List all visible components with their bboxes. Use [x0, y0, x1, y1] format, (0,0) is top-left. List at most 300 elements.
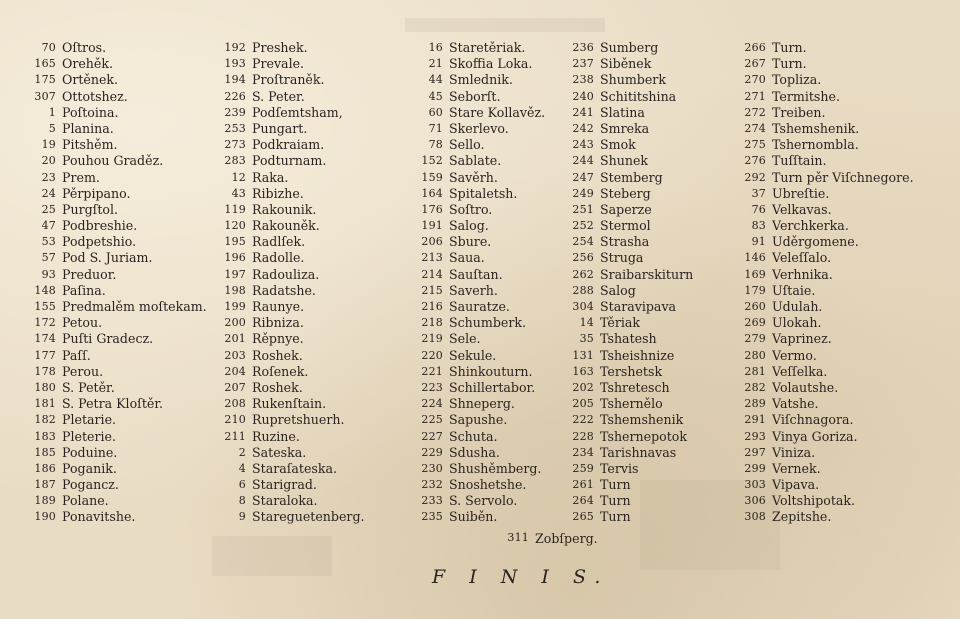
entry-name: Schillertabor. [449, 379, 536, 395]
entry-name: Turn. [772, 56, 807, 72]
entry-number: 208 [224, 397, 246, 411]
entry-number: 213 [421, 251, 443, 265]
entry-name: Tshemshenik [600, 412, 684, 428]
entry-number: 9 [238, 510, 246, 524]
entry-number: 237 [572, 57, 594, 71]
entry-name: Topliza. [772, 72, 822, 88]
entry-name: Sdusha. [449, 444, 500, 460]
entry-name: Viſchnagora. [772, 412, 854, 428]
entry-number: 8 [238, 494, 246, 508]
entry-number: 5 [48, 121, 56, 135]
entry-number: 216 [421, 300, 443, 313]
entry-number: 236 [572, 41, 594, 54]
entry-name: Paſina. [62, 282, 106, 298]
entry-name: Poſtoina. [62, 104, 119, 120]
entry-name: Tarishnavas [600, 444, 677, 460]
entry-number: 70 [41, 41, 56, 54]
entry-name: Sele. [449, 331, 481, 347]
entry-name: Petou. [62, 315, 103, 331]
entry-name: Preduor. [62, 266, 117, 282]
entry-number: 180 [34, 380, 56, 394]
entry-number: 262 [572, 267, 594, 281]
entry-name: Raka. [252, 169, 289, 185]
entry-number: 303 [744, 478, 766, 492]
entry-number: 192 [224, 41, 246, 54]
entry-name: S. Petěr. [62, 379, 115, 395]
entry-number: 238 [572, 73, 594, 87]
entry-name: Saperze [600, 201, 652, 217]
entry-name: Podturnam. [252, 153, 327, 169]
entry-number: 202 [572, 380, 594, 394]
entry-name: Shushěmberg. [449, 460, 542, 476]
entry-number: 172 [34, 316, 56, 330]
entry-number: 273 [224, 138, 246, 152]
entry-name: Voltshipotak. [772, 493, 856, 509]
entry-name: Zobſperg. [535, 531, 598, 546]
entry-name: Radouliza. [252, 266, 320, 282]
entry-name: Tuſſtain. [772, 153, 827, 169]
entry-number: 244 [572, 154, 594, 168]
entry-number: 230 [421, 461, 443, 475]
entry-name: Těriak [600, 315, 641, 331]
entry-name: Uſtaie. [772, 282, 816, 298]
entry-name: Sapushe. [449, 412, 508, 428]
entry-number: 218 [421, 316, 443, 330]
entry-number: 280 [744, 348, 766, 362]
entry-number: 215 [421, 283, 443, 297]
entry-number: 307 [34, 89, 56, 103]
entry-number: 6 [238, 478, 246, 492]
entry-name: S. Petra Kloſtěr. [62, 396, 163, 412]
entry-number: 179 [744, 283, 766, 297]
entry-number: 223 [421, 380, 443, 394]
entry-name: Tsheishnize [600, 347, 675, 363]
entry-name: Staraloka. [252, 493, 318, 509]
entry-name: Veleſſalo. [772, 250, 832, 266]
entry-number: 274 [744, 121, 766, 135]
entry-name: Roſenek. [252, 363, 309, 379]
entry-number: 229 [421, 445, 443, 459]
entry-name: Staravipava [600, 299, 677, 314]
entry-name: Suiběn. [449, 509, 498, 525]
entry-name: Rukenſtain. [252, 396, 327, 412]
entry-number: 53 [41, 235, 56, 249]
entry-number: 207 [224, 380, 246, 394]
entry-number: 169 [744, 267, 766, 281]
entry-name: Sello. [449, 137, 485, 153]
entry-number: 222 [572, 413, 594, 427]
entry-name: Verhnika. [772, 266, 833, 282]
entry-number: 165 [34, 57, 56, 71]
entry-name: Shneperg. [449, 396, 515, 412]
entry-number: 190 [34, 510, 56, 524]
entry-number: 187 [34, 478, 56, 492]
entry-number: 239 [224, 105, 246, 119]
entry-name: Vatshe. [772, 396, 819, 412]
entry-number: 60 [428, 105, 443, 119]
entry-name: Slatina [600, 104, 645, 120]
entry-number: 201 [224, 332, 246, 346]
entry-number: 196 [224, 251, 246, 265]
entry-name: Polane. [62, 493, 109, 509]
entry-number: 289 [744, 397, 766, 411]
entry-name: Turn [600, 477, 631, 493]
entry-name: Poduine. [62, 444, 118, 460]
entry-number: 293 [744, 429, 766, 443]
entry-name: Ribizhe. [252, 185, 304, 201]
entry-number: 243 [572, 138, 594, 152]
entry-name: Pogancz. [62, 477, 119, 493]
entry-number: 148 [34, 283, 56, 297]
entry-number: 43 [231, 186, 246, 200]
entry-number: 206 [421, 235, 443, 249]
entry-name: Schuta. [449, 428, 498, 444]
entry-number: 25 [41, 202, 56, 216]
entry-name: Vinya Goriza. [772, 428, 858, 444]
entry-number: 164 [421, 186, 443, 200]
entry-number: 185 [34, 445, 56, 459]
entry-name: Snoshetshe. [449, 477, 527, 493]
entry-number: 159 [421, 170, 443, 184]
entry-name: Tshernombla. [772, 137, 859, 153]
entry-number: 267 [744, 57, 766, 71]
entry-name: Rakouněk. [252, 218, 320, 234]
entry-name: Rěpnye. [252, 331, 304, 347]
entry-number: 197 [224, 267, 246, 281]
entry-number: 210 [224, 413, 246, 427]
entry-name: Schititshina [600, 88, 677, 104]
entry-number: 227 [421, 429, 443, 443]
show-through-smudge [405, 18, 605, 32]
entry-name: Tshernělo [600, 396, 663, 412]
entry-name: Radlſek. [252, 234, 306, 250]
entry-name: Seborſt. [449, 88, 501, 104]
entry-number: 282 [744, 380, 766, 394]
entry-name: Viniza. [772, 444, 816, 460]
entry-name: Sbure. [449, 234, 492, 250]
entry-name: Oſtros. [62, 40, 107, 55]
entry-name: Udulah. [772, 299, 823, 314]
show-through-smudge [212, 536, 332, 576]
entry-name: Pod S. Juriam. [62, 250, 153, 266]
entry-name: Ribniza. [252, 315, 304, 331]
entry-name: Pungart. [252, 120, 308, 136]
entry-number: 260 [744, 300, 766, 313]
entry-number: 242 [572, 121, 594, 135]
entry-name: Pitshěm. [62, 137, 118, 153]
entry-name: Tshatesh [600, 331, 657, 347]
entry-name: Paſſ. [62, 347, 91, 363]
entry-number: 225 [421, 413, 443, 427]
entry-number: 247 [572, 170, 594, 184]
entry-name: Prem. [62, 169, 100, 185]
entry-name: Planina. [62, 120, 114, 136]
entry-name: Uděrgomene. [772, 234, 859, 250]
entry-number: 177 [34, 348, 56, 362]
entry-number: 232 [421, 478, 443, 492]
entry-name: Skerlevo. [449, 120, 509, 136]
entry-number: 23 [41, 170, 56, 184]
entry-number: 271 [744, 89, 766, 103]
entry-number: 182 [34, 413, 56, 427]
entry-number: 200 [224, 316, 246, 330]
entry-number: 269 [744, 316, 766, 330]
entry-number: 251 [572, 202, 594, 216]
entry-name: Spitaletsh. [449, 185, 518, 201]
entry-name: Stermol [600, 218, 651, 234]
entry-name: Sauſtan. [449, 266, 503, 282]
entry-number: 44 [428, 73, 443, 87]
entry-name: Prevale. [252, 56, 305, 72]
entry-number: 221 [421, 364, 443, 378]
entry-number: 174 [34, 332, 56, 346]
entry-number: 299 [744, 461, 766, 475]
entry-number: 181 [34, 397, 56, 411]
entry-number: 279 [744, 332, 766, 346]
entry-number: 233 [421, 494, 443, 508]
entry-number: 24 [41, 186, 56, 200]
entry-number: 308 [744, 510, 766, 524]
entry-number: 186 [34, 461, 56, 475]
entry-number: 20 [41, 154, 56, 168]
entry-number: 183 [34, 429, 56, 443]
entry-number: 194 [224, 73, 246, 87]
entry-number: 199 [224, 300, 246, 313]
entry-name: Struga [600, 250, 644, 266]
entry-number: 311 [507, 531, 529, 544]
entry-number: 57 [41, 251, 56, 265]
entry-number: 288 [572, 283, 594, 297]
entry-number: 276 [744, 154, 766, 168]
entry-name: Stare Kollavěz. [449, 104, 546, 120]
entry-number: 291 [744, 413, 766, 427]
entry-number: 131 [572, 348, 594, 362]
entry-number: 253 [224, 121, 246, 135]
entry-name: Purgſtol. [62, 201, 119, 217]
entry-name: Treiben. [772, 104, 826, 120]
finis-heading: F I N I S. [432, 566, 610, 588]
entry-name: Velkavas. [772, 201, 832, 217]
entry-number: 2 [238, 445, 246, 459]
entry-number: 152 [421, 154, 443, 168]
entry-number: 78 [428, 138, 443, 152]
entry-number: 241 [572, 105, 594, 119]
entry-number: 204 [224, 364, 246, 378]
entry-name: Schumberk. [449, 315, 527, 331]
entry-number: 47 [41, 219, 56, 233]
entry-number: 214 [421, 267, 443, 281]
entry-name: Preshek. [252, 40, 308, 55]
entry-number: 220 [421, 348, 443, 362]
entry-name: Shumberk [600, 72, 666, 88]
entry-name: Perou. [62, 363, 104, 379]
entry-name: Sablate. [449, 153, 502, 169]
entry-name: Termitshe. [772, 88, 840, 104]
entry-number: 259 [572, 461, 594, 475]
entry-number: 265 [572, 510, 594, 524]
entry-number: 193 [224, 57, 246, 71]
entry-name: S. Peter. [252, 88, 305, 104]
entry-number: 266 [744, 41, 766, 54]
entry-name: Saua. [449, 250, 485, 266]
entry-number: 254 [572, 235, 594, 249]
entry-number: 275 [744, 138, 766, 152]
entry-name: Ortěnek. [62, 72, 119, 88]
entry-number: 261 [572, 478, 594, 492]
entry-number: 19 [41, 138, 56, 152]
entry-name: Steberg [600, 185, 651, 201]
entry-name: Turn [600, 509, 631, 525]
entry-name: Ruzine. [252, 428, 300, 444]
entry-name: Staraſateska. [252, 460, 338, 476]
entry-number: 228 [572, 429, 594, 443]
entry-number: 264 [572, 494, 594, 508]
entry-number: 91 [751, 235, 766, 249]
entry-name: Soſtro. [449, 201, 493, 217]
entry-name: Roshek. [252, 347, 303, 363]
entry-number: 16 [428, 41, 443, 54]
entry-name: Sateska. [252, 444, 307, 460]
entry-number: 178 [34, 364, 56, 378]
entry-number: 240 [572, 89, 594, 103]
entry-number: 76 [751, 202, 766, 216]
entry-number: 306 [744, 494, 766, 508]
entry-number: 120 [224, 219, 246, 233]
entry-name: Stemberg [600, 169, 663, 185]
entry-number: 163 [572, 364, 594, 378]
entry-name: Pletarie. [62, 412, 117, 428]
entry-number: 219 [421, 332, 443, 346]
entry-name: Sekule. [449, 347, 497, 363]
entry-name: Raunye. [252, 299, 305, 314]
entry-name: Predmalěm moſtekam. [62, 299, 207, 314]
entry-name: Sraibarskiturn [600, 266, 694, 282]
entry-name: Radolle. [252, 250, 305, 266]
entry-name: Pouhou Graděz. [62, 153, 164, 169]
entry-name: Radatshe. [252, 282, 316, 298]
entry-name: Saverh. [449, 282, 498, 298]
entry-number: 175 [34, 73, 56, 87]
entry-name: Shinkouturn. [449, 363, 533, 379]
entry-number: 83 [751, 219, 766, 233]
entry-name: Rakounik. [252, 201, 317, 217]
entry-number: 119 [224, 202, 246, 216]
entry-name: Volautshe. [772, 379, 839, 395]
entry-name: Vernek. [772, 460, 821, 476]
entry-name: Poganik. [62, 460, 117, 476]
entry-number: 37 [751, 186, 766, 200]
entry-name: Puſti Gradecz. [62, 331, 154, 347]
entry-name: Smreka [600, 120, 650, 136]
entry-number: 235 [421, 510, 443, 524]
entry-number: 249 [572, 186, 594, 200]
entry-number: 195 [224, 235, 246, 249]
entry-name: Podkraiam. [252, 137, 325, 153]
entry-name: Sumberg [600, 40, 659, 55]
entry-name: Tervis [600, 460, 639, 476]
entry-name: Skoffia Loka. [449, 56, 533, 72]
entry-number: 155 [34, 300, 56, 313]
entry-name: Salog [600, 282, 636, 298]
entry-number: 198 [224, 283, 246, 297]
entry-name: Turn [600, 493, 631, 509]
entry-number: 234 [572, 445, 594, 459]
entry-name: Turn. [772, 40, 807, 55]
entry-name: Turn pěr Viſchnegore. [772, 169, 914, 185]
entry-name: Veſſelka. [772, 363, 828, 379]
entry-name: Podpetshio. [62, 234, 137, 250]
entry-number: 14 [579, 316, 594, 330]
entry-name: Ubreſtie. [772, 185, 830, 201]
entry-number: 45 [428, 89, 443, 103]
entry-number: 224 [421, 397, 443, 411]
entry-number: 304 [572, 300, 594, 313]
entry-number: 252 [572, 219, 594, 233]
entry-name: Strasha [600, 234, 650, 250]
entry-name: Smok [600, 137, 636, 153]
entry-name: Ulokah. [772, 315, 822, 331]
entry-number: 281 [744, 364, 766, 378]
entry-name: Savěrh. [449, 169, 498, 185]
entry-name: Orehěk. [62, 56, 113, 72]
entry-name: Vaprinez. [772, 331, 832, 347]
entry-name: Podbreshie. [62, 218, 138, 234]
entry-number: 272 [744, 105, 766, 119]
entry-name: Salog. [449, 218, 489, 234]
entry-number: 1 [48, 105, 56, 119]
entry-number: 283 [224, 154, 246, 168]
entry-number: 211 [224, 429, 246, 443]
entry-name: Sauratze. [449, 299, 510, 314]
entry-name: Starigrad. [252, 477, 317, 493]
entry-number: 21 [428, 57, 443, 71]
entry-name: Stareguetenberg. [252, 509, 365, 525]
entry-name: Verchkerka. [772, 218, 849, 234]
entry-number: 226 [224, 89, 246, 103]
entry-number: 191 [421, 219, 443, 233]
entry-name: Staretěriak. [449, 40, 526, 55]
entry-number: 189 [34, 494, 56, 508]
entry-name: Rupretshuerh. [252, 412, 345, 428]
entry-number: 297 [744, 445, 766, 459]
entry-name: Tshretesch [600, 379, 670, 395]
entry-number: 71 [428, 121, 443, 135]
entry-name: Tshernepotok [600, 428, 688, 444]
entry-name: Shunek [600, 153, 649, 169]
entry-name: Smlednik. [449, 72, 513, 88]
entry-number: 93 [41, 267, 56, 281]
entry-name: Ponavitshe. [62, 509, 136, 525]
entry-name: Pěrpipano. [62, 185, 131, 201]
entry-number: 4 [238, 461, 246, 475]
entry-name: Vermo. [772, 347, 817, 363]
entry-name: Proſtraněk. [252, 72, 325, 88]
entry-name: Ottotshez. [62, 88, 128, 104]
entry-number: 35 [579, 332, 594, 346]
entry-name: Pleterie. [62, 428, 116, 444]
entry-number: 12 [231, 170, 246, 184]
entry-name: Vipava. [772, 477, 820, 493]
entry-name: Roshek. [252, 379, 303, 395]
entry-name: S. Servolo. [449, 493, 518, 509]
entry-number: 256 [572, 251, 594, 265]
entry-number: 205 [572, 397, 594, 411]
entry-number: 146 [744, 251, 766, 265]
entry-name: Tershetsk [600, 363, 663, 379]
entry-name: Tshemshenik. [772, 120, 860, 136]
entry-number: 203 [224, 348, 246, 362]
entry-number: 270 [744, 73, 766, 87]
